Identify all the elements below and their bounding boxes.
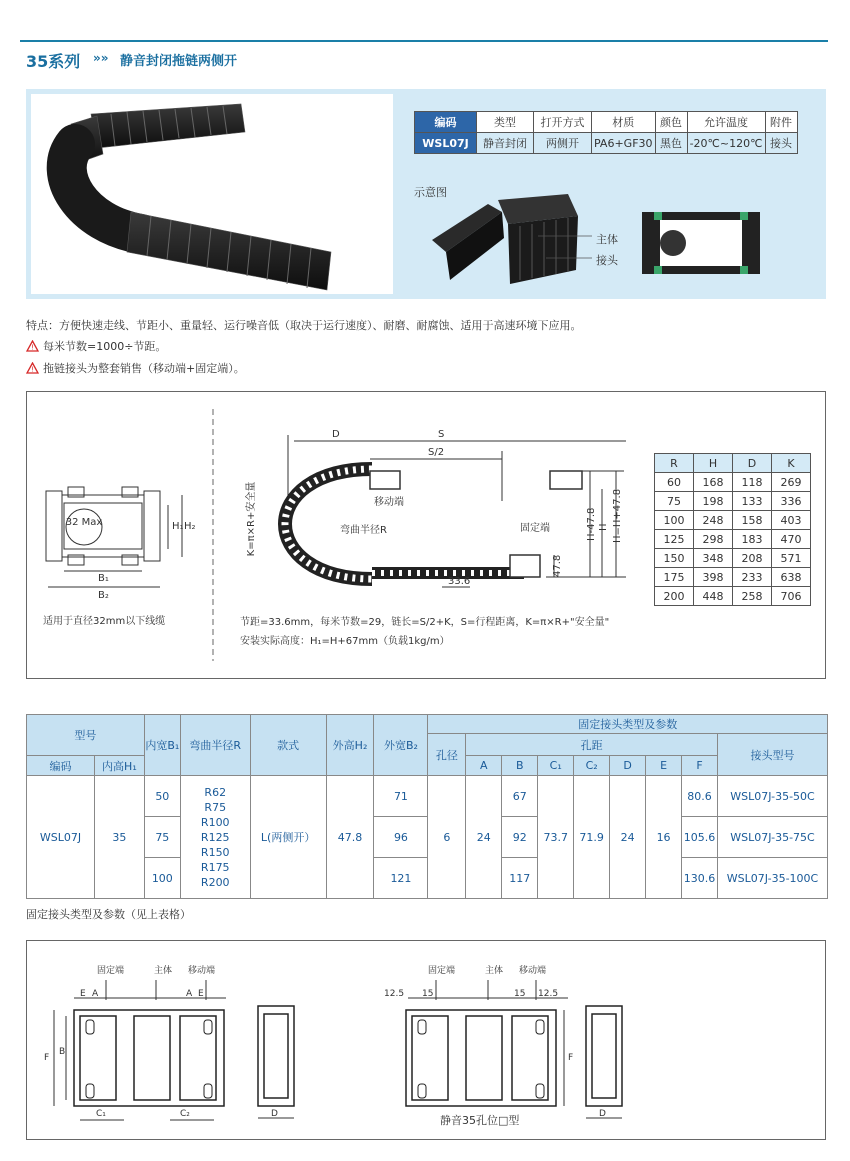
h1-label: H₁: [172, 521, 184, 532]
fixed-end-label: 固定端: [428, 966, 456, 976]
top-divider: [20, 40, 828, 42]
e-label: E: [80, 989, 86, 999]
body-label: 主体: [154, 966, 173, 976]
radius-cell: 125: [655, 530, 694, 549]
code-header: 编码: [27, 756, 95, 776]
d-cell: 24: [610, 776, 646, 899]
product-subtitle: 静音封闭拖链两侧开: [120, 54, 238, 69]
fixed-end-label: 固定端: [520, 523, 550, 534]
connector-model-header: 接头型号: [718, 734, 828, 776]
b-label: B: [59, 1047, 66, 1057]
radius-cell: 183: [733, 530, 772, 549]
style-cell: L(两侧开）: [250, 776, 326, 899]
outer-height-header: 外高H₂: [326, 715, 374, 776]
a-label: A: [92, 989, 99, 999]
spec-header: 允许温度: [687, 112, 765, 133]
spec-header: 类型: [477, 112, 534, 133]
connector-model-cell: WSL07J-35-75C: [718, 817, 828, 858]
spec-cell: -20℃~120℃: [687, 133, 765, 154]
outer-width-header: 外宽B₂: [374, 715, 428, 776]
a-cell: 24: [466, 776, 502, 899]
pitch-col-header: E: [646, 756, 682, 776]
c2-cell: 71.9: [574, 776, 610, 899]
radius-cell: 448: [694, 587, 733, 606]
d-label: D: [271, 1109, 278, 1119]
feature-note-2: [26, 360, 245, 376]
radius-cell: 208: [733, 549, 772, 568]
radius-value: R200: [200, 875, 230, 889]
radius-cell: 638: [772, 568, 811, 587]
radius-cell: 398: [694, 568, 733, 587]
radius-value: R125: [200, 830, 230, 844]
radius-cell: 100: [655, 511, 694, 530]
radius-value: R150: [200, 845, 230, 859]
bend-radius-header: 弯曲半径R: [180, 715, 250, 776]
h478-label: 47.8: [552, 554, 563, 577]
outer-width-cell: 121: [374, 858, 428, 899]
h-minus-label: H-47.8: [586, 507, 597, 541]
spec-cell: WSL07J: [415, 133, 477, 154]
feature-note-text: 拖链接头为整套销售（移动端+固定端）。: [43, 362, 245, 375]
h-plus-label: H=H+47.8: [612, 488, 623, 543]
radius-cell: 248: [694, 511, 733, 530]
chevron-icon: »»: [93, 51, 109, 65]
e-label: E: [198, 989, 204, 999]
radius-cell: 175: [655, 568, 694, 587]
pitch-col-header: A: [466, 756, 502, 776]
radius-cell: 258: [733, 587, 772, 606]
radius-cell: 233: [733, 568, 772, 587]
f-label: F: [568, 1053, 574, 1063]
radius-cell: 133: [733, 492, 772, 511]
outer-height-cell: 47.8: [326, 776, 374, 899]
pitch-col-header: C₁: [538, 756, 574, 776]
moving-end-label: 移动端: [374, 497, 404, 508]
c1-cell: 73.7: [538, 776, 574, 899]
model-header: 型号: [27, 715, 145, 756]
radius-table-header: K: [772, 454, 811, 473]
inner-height-cell: 35: [94, 776, 144, 899]
connector-model-cell: WSL07J-35-100C: [718, 858, 828, 899]
h2-label: H₂: [184, 521, 196, 532]
dim-15-label: 15: [422, 989, 434, 999]
table-caption: 固定接头类型及参数（见上表格）: [26, 908, 191, 921]
fixed-connector-header: 固定接头类型及参数: [428, 715, 828, 734]
radius-cell: 75: [655, 492, 694, 511]
pitch-note: 节距=33.6mm，每米节数=29，链长=S/2+K，S=行程距离，K=π×R+"安全量": [240, 617, 610, 628]
radius-table-header: D: [733, 454, 772, 473]
inner-width-cell: 100: [144, 858, 180, 899]
cable-note: 适用于直径32mm以下线缆: [43, 616, 166, 627]
radius-cell: 403: [772, 511, 811, 530]
hole-header: 孔径: [428, 734, 466, 776]
radius-value: R175: [200, 860, 230, 874]
s-label: S: [438, 429, 445, 440]
outer-width-cell: 71: [374, 776, 428, 817]
pitch-col-header: C₂: [574, 756, 610, 776]
inner-height-header: 内高H₁: [94, 756, 144, 776]
features-text: 特点：方便快速走线、节距小、重量轻、运行噪音低（取决于运行速度）、耐磨、耐腐蚀、适用于高速环境下应用。: [26, 319, 582, 332]
connector-model-cell: WSL07J-35-50C: [718, 776, 828, 817]
b-cell: 67: [502, 776, 538, 817]
spec-cell: 黑色: [655, 133, 687, 154]
radius-cell: 200: [655, 587, 694, 606]
f-cell: 130.6: [682, 858, 718, 899]
spec-cell: PA6+GF30: [592, 133, 656, 154]
spec-cell: 接头: [765, 133, 797, 154]
outer-width-cell: 96: [374, 817, 428, 858]
d-label: D: [599, 1109, 606, 1119]
d-label: D: [332, 429, 340, 440]
radius-cell: 470: [772, 530, 811, 549]
fixed-end-label: 固定端: [97, 966, 125, 976]
c1-label: C₁: [96, 1109, 106, 1119]
radius-cell: 60: [655, 473, 694, 492]
svg-text:!: !: [31, 365, 34, 374]
body-label: 主体: [485, 966, 504, 976]
radius-cell: 269: [772, 473, 811, 492]
radius-cell: 336: [772, 492, 811, 511]
dim-15-label: 15: [514, 989, 526, 999]
inner-width-cell: 50: [144, 776, 180, 817]
c2-label: C₂: [180, 1109, 190, 1119]
e-cell: 16: [646, 776, 682, 899]
inner-width-header: 内宽B₁: [144, 715, 180, 776]
connector-label: 接头: [596, 254, 618, 267]
radius-cell: 571: [772, 549, 811, 568]
install-height-note: 安装实际高度：H₁=H+67mm（负载1kg/m）: [240, 636, 450, 647]
s-half-label: S/2: [428, 447, 445, 458]
code-cell: WSL07J: [27, 776, 95, 899]
radius-cell: 118: [733, 473, 772, 492]
connector-drawings: [26, 940, 826, 1140]
dim-12-5-label: 12.5: [384, 989, 405, 999]
spec-table: [414, 111, 798, 154]
radius-value: R75: [204, 800, 227, 814]
pitch-dim-label: 33.6: [448, 576, 471, 587]
feature-note-1: [26, 338, 166, 354]
b1-label: B₁: [98, 573, 109, 584]
f-label: F: [44, 1053, 50, 1063]
moving-end-label: 移动端: [188, 966, 216, 976]
radius-cell: 298: [694, 530, 733, 549]
pitch-col-header: D: [610, 756, 646, 776]
b-cell: 92: [502, 817, 538, 858]
f-cell: 105.6: [682, 817, 718, 858]
radius-cell: 348: [694, 549, 733, 568]
drag-chain-illustration: [31, 94, 393, 294]
h-label: H: [598, 523, 609, 531]
pitch-col-header: F: [682, 756, 718, 776]
warning-icon: [26, 362, 39, 374]
quiet-hole-label: 静音35孔位□型: [440, 1114, 520, 1127]
warning-icon: [26, 340, 39, 352]
radius-value: R100: [200, 815, 230, 829]
b-cell: 117: [502, 858, 538, 899]
style-header: 款式: [250, 715, 326, 776]
spec-cell: 静音封闭: [477, 133, 534, 154]
spec-header: 颜色: [655, 112, 687, 133]
svg-text:!: !: [31, 343, 34, 352]
model-table: [26, 714, 828, 899]
radius-cell: 158: [733, 511, 772, 530]
pitch-header: 孔距: [466, 734, 718, 756]
spec-header: 打开方式: [534, 112, 592, 133]
spec-header: 附件: [765, 112, 797, 133]
f-cell: 80.6: [682, 776, 718, 817]
hole-cell: 6: [428, 776, 466, 899]
radius-cell: 150: [655, 549, 694, 568]
moving-end-label: 移动端: [519, 966, 547, 976]
radius-table: [654, 453, 811, 606]
feature-note-text: 每米节数=1000÷节距。: [43, 340, 167, 353]
radius-table-header: H: [694, 454, 733, 473]
bend-radius-label: 弯曲半径R: [340, 525, 387, 536]
inner-width-cell: 75: [144, 817, 180, 858]
spec-header: 材质: [592, 112, 656, 133]
pitch-col-header: B: [502, 756, 538, 776]
k-formula-label: K=π×R+安全量: [246, 481, 257, 557]
radius-value: R62: [204, 785, 227, 799]
radius-cell: 706: [772, 587, 811, 606]
schematic-label: 示意图: [414, 186, 447, 199]
radius-cell: 168: [694, 473, 733, 492]
spec-header: 编码: [415, 112, 477, 133]
b2-label: B₂: [98, 590, 109, 601]
product-photo: [31, 94, 393, 294]
radius-table-header: R: [655, 454, 694, 473]
radius-cell: 198: [694, 492, 733, 511]
spec-cell: 两侧开: [534, 133, 592, 154]
bend-radius-cell: [180, 776, 250, 899]
max-diameter-label: 32 Max: [65, 517, 103, 528]
series-title: 35系列: [26, 52, 81, 71]
main-body-label: 主体: [596, 233, 618, 246]
dim-12-5-label: 12.5: [538, 989, 559, 999]
a-label: A: [186, 989, 193, 999]
